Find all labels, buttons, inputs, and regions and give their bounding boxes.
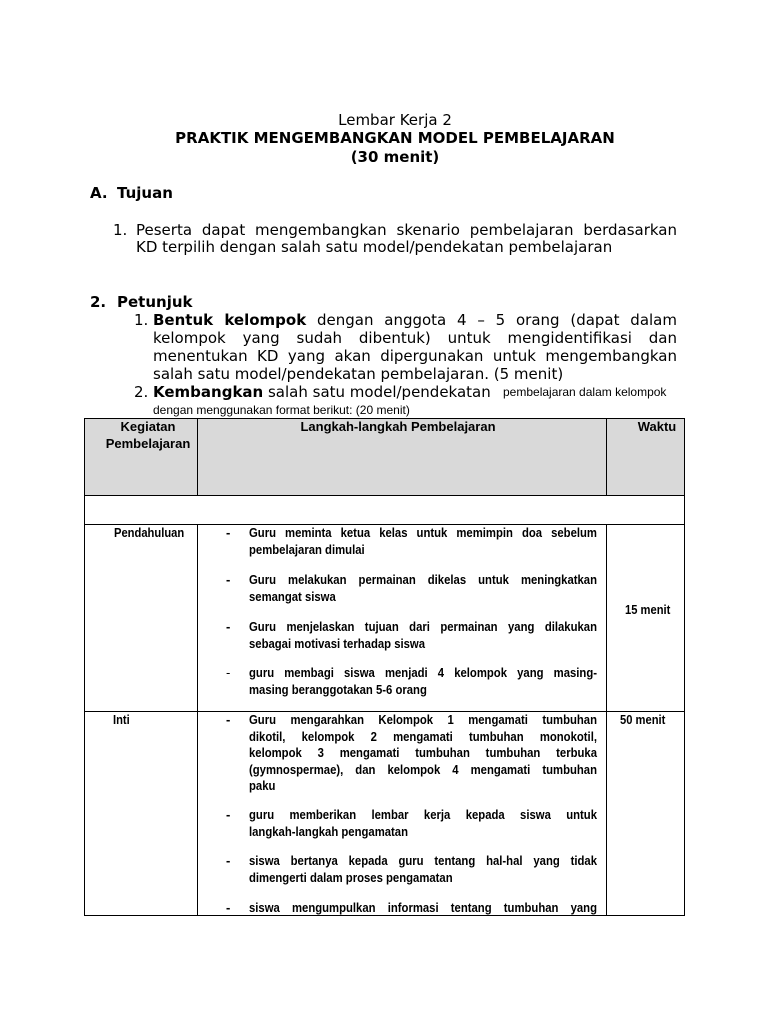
- instruction-2-line-1: [153, 383, 513, 401]
- table-border-right: [684, 418, 685, 916]
- instruction-2-number: 2.: [134, 383, 149, 401]
- step-bullet: -: [226, 665, 231, 680]
- step-text: siswa bertanya kepada guru tentang hal-hal yang tidak dimengerti dalam proses pengamatan: [249, 853, 597, 885]
- row-waktu-pendahuluan: 15 menit: [625, 602, 671, 617]
- table-col-divider: [606, 418, 607, 496]
- header-kegiatan-1: Kegiatan: [120, 419, 176, 434]
- step-bullet: -: [226, 525, 231, 540]
- step-text: Guru mengarahkan Kelompok 1 mengamati tumbuhan dikotil, kelompok 2 mengamati tumbuhan monokotil, kelompok 3 mengamati tumbuhan tumbuhan terbuka (gymnospermae), dan kelompok 4 mengamati tumbuhan paku: [249, 712, 597, 793]
- objective-number: 1.: [113, 221, 128, 239]
- table-border-bottom: [84, 915, 685, 916]
- table-border-left: [84, 418, 85, 916]
- step-text: Guru meminta ketua kelas untuk memimpin doa sebelum pembelajaran dimulai: [249, 525, 597, 557]
- row-kegiatan-inti: Inti: [113, 712, 130, 727]
- step-bullet: -: [226, 572, 231, 587]
- objective-line-2: KD terpilih dengan salah satu model/pendekatan pembelajaran: [136, 238, 613, 256]
- table-col-divider: [197, 524, 198, 916]
- table-col-divider: [606, 524, 607, 916]
- instruction-2-bold: Kembangkan: [153, 383, 264, 401]
- instruction-1-bold: Bentuk kelompok: [153, 311, 307, 329]
- section-a-letter: A.: [90, 184, 108, 202]
- instruction-1-line-1: [153, 311, 677, 329]
- step-bullet: -: [226, 712, 231, 727]
- section-2-heading: Petunjuk: [117, 293, 193, 311]
- worksheet-duration: (30 menit): [350, 148, 440, 166]
- row-kegiatan-pendahuluan: Pendahuluan: [114, 525, 185, 540]
- header-langkah: Langkah-langkah Pembelajaran: [300, 419, 496, 434]
- step-text: Guru melakukan permainan dikelas untuk meningkatkan semangat siswa: [249, 572, 597, 604]
- header-kegiatan-2: Pembelajaran: [105, 436, 191, 451]
- section-2-number: 2.: [90, 293, 107, 311]
- instruction-1-line-2: kelompok yang sudah dibentuk) untuk mengidentifikasi dan: [153, 329, 677, 347]
- section-a-heading: Tujuan: [117, 184, 173, 202]
- instruction-1-line-4: salah satu model/pendekatan pembelajaran. (5 menit): [153, 365, 564, 383]
- instruction-1-rest: dengan anggota 4 – 5 orang (dapat dalam: [306, 311, 677, 329]
- instruction-2-small: pembelajaran dalam kelompok: [503, 385, 667, 399]
- row-waktu-inti: 50 menit: [620, 712, 666, 727]
- step-text: guru membagi siswa menjadi 4 kelompok yang masing- masing beranggotakan 5-6 orang: [249, 665, 597, 697]
- worksheet-title: Lembar Kerja 2: [338, 111, 452, 129]
- header-waktu: Waktu: [637, 419, 677, 434]
- step-bullet: -: [226, 807, 231, 822]
- instruction-1-number: 1.: [134, 311, 149, 329]
- table-border-header: [84, 495, 685, 496]
- instruction-1-line-3: menentukan KD yang akan dipergunakan untuk mengembangkan: [153, 347, 677, 365]
- instruction-2-rest: salah satu model/pendekatan: [263, 383, 491, 401]
- objective-line-1: Peserta dapat mengembangkan skenario pembelajaran berdasarkan: [136, 221, 677, 239]
- worksheet-subtitle: PRAKTIK MENGEMBANGKAN MODEL PEMBELAJARAN: [175, 129, 615, 147]
- step-bullet: -: [226, 853, 231, 868]
- step-bullet: -: [226, 900, 231, 915]
- step-text: Guru menjelaskan tujuan dari permainan yang dilakukan sebagai motivasi terhadap siswa: [249, 619, 597, 651]
- instruction-2-line-2: dengan menggunakan format berikut: (20 menit): [153, 403, 410, 417]
- step-text: guru memberikan lembar kerja kepada siswa untuk langkah-langkah pengamatan: [249, 807, 597, 839]
- step-text: siswa mengumpulkan informasi tentang tumbuhan yang: [249, 900, 597, 915]
- step-bullet: -: [226, 619, 231, 634]
